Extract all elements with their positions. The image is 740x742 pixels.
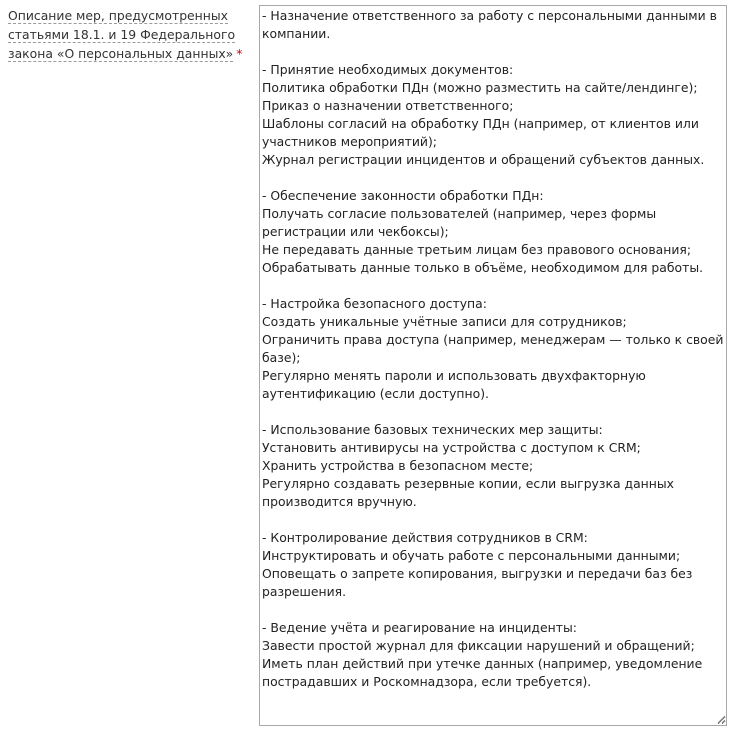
required-asterisk: *: [236, 46, 243, 61]
measures-textarea[interactable]: [259, 5, 727, 726]
field-label-text[interactable]: Описание мер, предусмотренных статьями 18.1. и 19 Федерального закона «О персональных данных»: [8, 8, 236, 61]
field-label: [8, 6, 248, 63]
